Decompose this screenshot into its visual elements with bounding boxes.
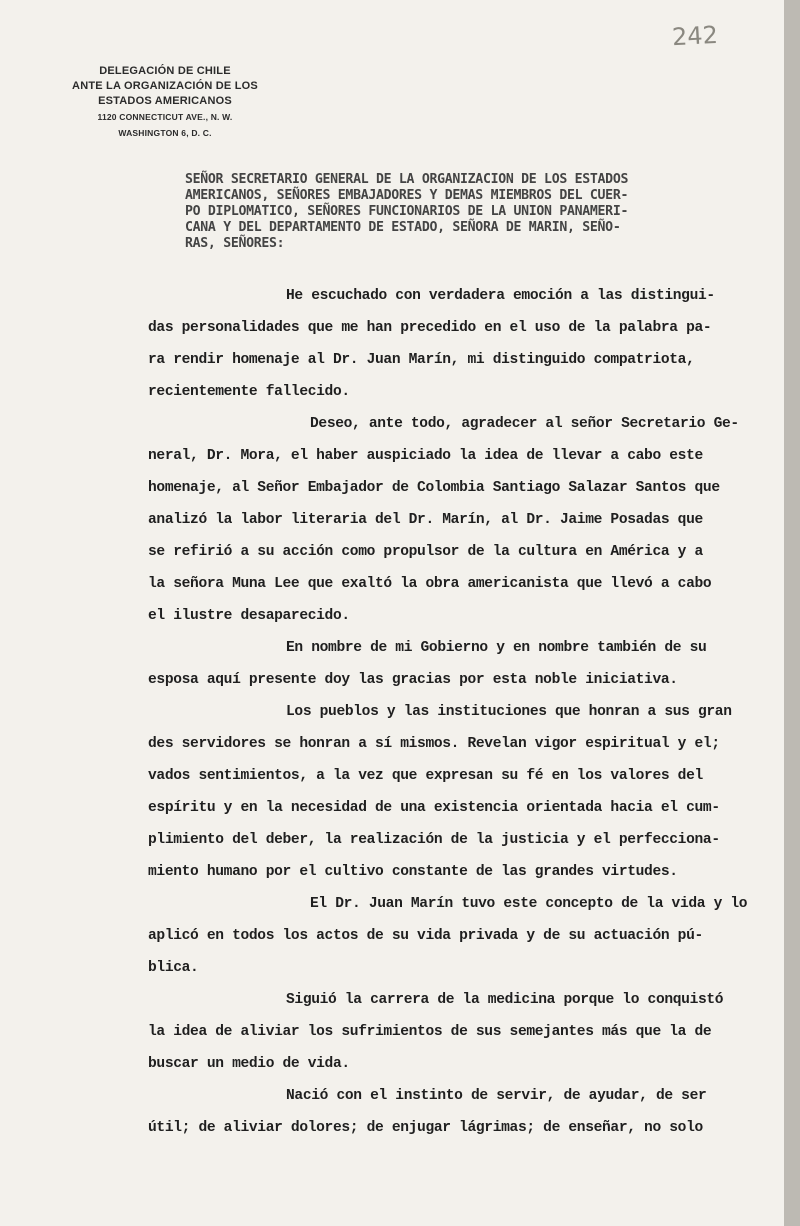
body-line: blica. [148,960,199,976]
body-line: He escuchado con verdadera emoción a las distingui- [286,288,715,304]
letterhead-line-3: ESTADOS AMERICANOS [98,95,232,107]
body-line: recientemente fallecido. [148,384,350,400]
body-line: En nombre de mi Gobierno y en nombre también de su [286,640,707,656]
scan-edge [784,0,800,1226]
body-line: ra rendir homenaje al Dr. Juan Marín, mi distinguido compatriota, [148,352,695,368]
salutation [185,172,725,252]
body-line: el ilustre desaparecido. [148,608,350,624]
body-line: El Dr. Juan Marín tuvo este concepto de la vida y lo [310,896,748,912]
salutation-line: SEÑOR SECRETARIO GENERAL DE LA ORGANIZACION DE LOS ESTADOS [185,172,629,187]
body-line: la idea de aliviar los sufrimientos de sus semejantes más que la de [148,1024,712,1040]
body-line: neral, Dr. Mora, el haber auspiciado la idea de llevar a cabo este [148,448,703,464]
letterhead-city: WASHINGTON 6, D. C. [118,128,212,138]
body-line: das personalidades que me han precedido en el uso de la palabra pa- [148,320,712,336]
page-number: 242 [671,20,719,52]
body-line: la señora Muna Lee que exaltó la obra americanista que llevó a cabo [148,576,712,592]
salutation-line: AMERICANOS, SEÑORES EMBAJADORES Y DEMAS MIEMBROS DEL CUER- [185,188,629,203]
letterhead-address: 1120 CONNECTICUT AVE., N. W. [97,112,233,122]
body-line: Los pueblos y las instituciones que honran a sus gran [286,704,732,720]
salutation-line: CANA Y DEL DEPARTAMENTO DE ESTADO, SEÑORA DE MARIN, SEÑO- [185,220,621,235]
letterhead-line-2: ANTE LA ORGANIZACIÓN DE LOS [72,80,258,92]
body-line: útil; de aliviar dolores; de enjugar lágrimas; de enseñar, no solo [148,1120,703,1136]
salutation-line: RAS, SEÑORES: [185,236,285,251]
body-line: vados sentimientos, a la vez que expresan su fé en los valores del [148,768,703,784]
letterhead [55,64,275,141]
body-line: Siguió la carrera de la medicina porque lo conquistó [286,992,724,1008]
salutation-line: PO DIPLOMATICO, SEÑORES FUNCIONARIOS DE LA UNION PANAMERI- [185,204,629,219]
body-line: homenaje, al Señor Embajador de Colombia Santiago Salazar Santos que [148,480,720,496]
letterhead-line-1: DELEGACIÓN DE CHILE [99,65,231,77]
body-line: Deseo, ante todo, agradecer al señor Secretario Ge- [310,416,739,432]
body-line: Nació con el instinto de servir, de ayudar, de ser [286,1088,707,1104]
body-line: se refirió a su acción como propulsor de la cultura en América y a [148,544,703,560]
body-line: miento humano por el cultivo constante de las grandes virtudes. [148,864,678,880]
body-line: espíritu y en la necesidad de una existencia orientada hacia el cum- [148,800,720,816]
body-line: aplicó en todos los actos de su vida privada y de su actuación pú- [148,928,703,944]
body-line: des servidores se honran a sí mismos. Revelan vigor espiritual y el; [148,736,720,752]
body-line: analizó la labor literaria del Dr. Marín, al Dr. Jaime Posadas que [148,512,703,528]
body-line: plimiento del deber, la realización de la justicia y el perfecciona- [148,832,720,848]
body-line: buscar un medio de vida. [148,1056,350,1072]
body-line: esposa aquí presente doy las gracias por esta noble iniciativa. [148,672,678,688]
